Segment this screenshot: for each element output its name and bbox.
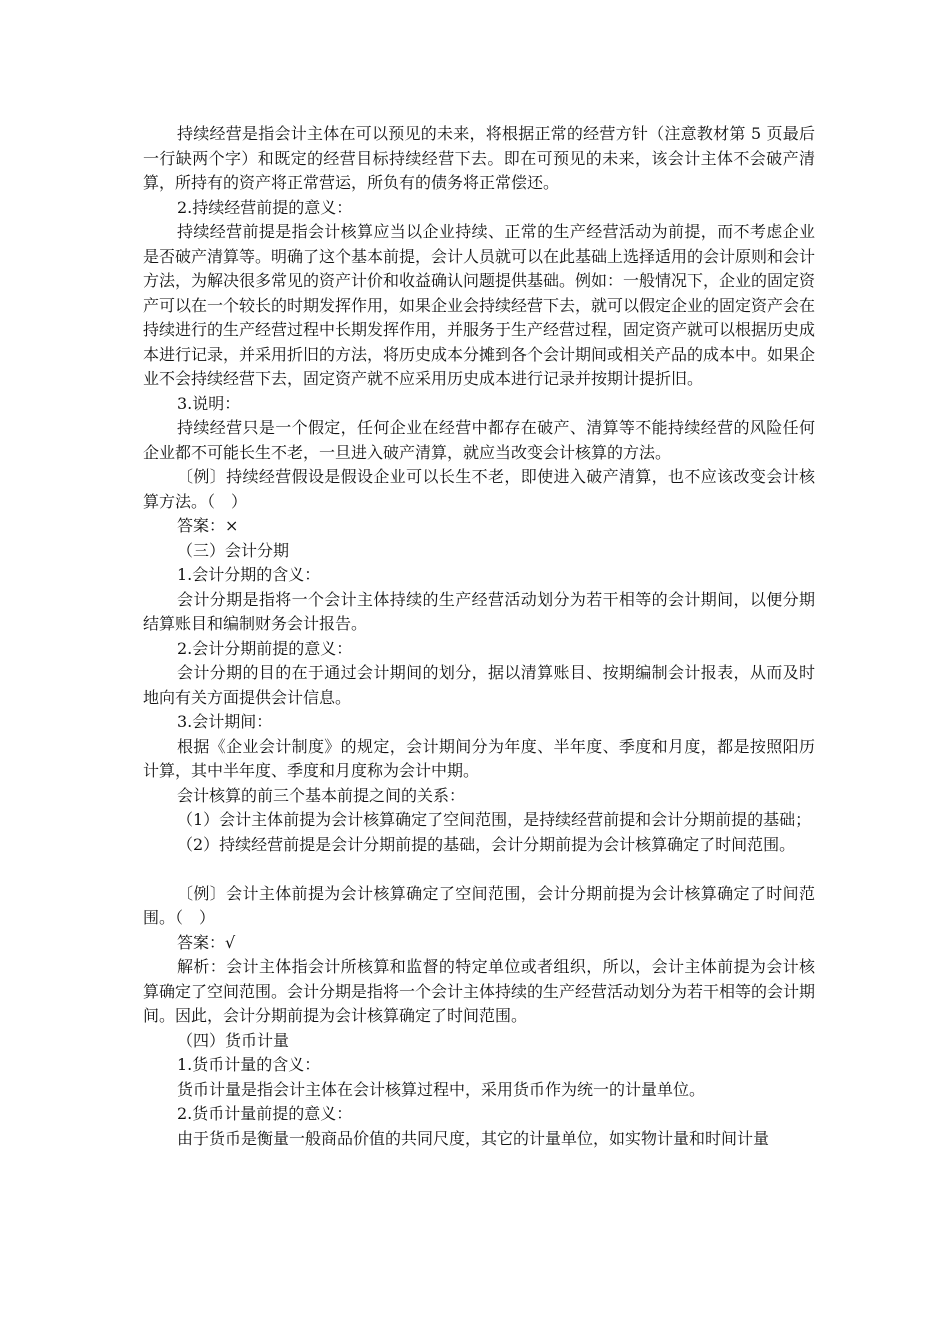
answer: 答案：× xyxy=(177,516,239,535)
example-question: 〔例〕会计主体前提为会计核算确定了空间范围，会计分期前提为会计核算确定了时间范围。（ ） xyxy=(143,883,815,927)
example-question: 〔例〕持续经营假设是假设企业可以长生不老，即使进入破产清算，也不应该改变会计核算方法。（ ） xyxy=(143,467,815,511)
paragraph: 持续经营是指会计主体在可以预见的未来，将根据正常的经营方针（注意教材第 5 页最后一行缺两个字）和既定的经营目标持续经营下去。即在可预见的未来，该会计主体不会破产清算，所持有的资产将正常营运，所负有的债务将正常偿还。 xyxy=(143,124,815,192)
blank-line xyxy=(143,857,815,882)
section-heading: 3.说明： xyxy=(177,393,241,413)
section-heading: 2.持续经营前提的意义： xyxy=(177,197,353,217)
answer: 答案：√ xyxy=(177,932,236,952)
paragraph: 货币计量是指会计主体在会计核算过程中，采用货币作为统一的计量单位。 xyxy=(177,1079,706,1099)
section-heading: 2.货币计量前提的意义： xyxy=(177,1104,353,1123)
paragraph: 根据《企业会计制度》的规定，会计期间分为年度、半年度、季度和月度，都是按照阳历计算，其中半年度、季度和月度称为会计中期。 xyxy=(143,736,815,780)
list-item: （1）会计主体前提为会计核算确定了空间范围，是持续经营前提和会计分期前提的基础； xyxy=(177,810,812,829)
section-heading: 2.会计分期前提的意义： xyxy=(177,638,353,658)
paragraph: 由于货币是衡量一般商品价值的共同尺度，其它的计量单位，如实物计量和时间计量 xyxy=(177,1128,770,1148)
paragraph: 会计核算的前三个基本前提之间的关系： xyxy=(177,785,466,805)
list-item: （2）持续经营前提是会计分期前提的基础，会计分期前提为会计核算确定了时间范围。 xyxy=(177,834,796,854)
section-heading: （四）货币计量 xyxy=(177,1030,290,1050)
section-heading: 1.货币计量的含义： xyxy=(177,1055,321,1074)
paragraph: 持续经营只是一个假定，任何企业在经营中都存在破产、清算等不能持续经营的风险任何企业都不可能长生不老，一旦进入破产清算，就应当改变会计核算的方法。 xyxy=(143,418,815,462)
section-heading: 3.会计期间： xyxy=(177,712,273,731)
explanation: 解析：会计主体指会计所核算和监督的特定单位或者组织，所以，会计主体前提为会计核算确定了空间范围。会计分期是指将一个会计主体持续的生产经营活动划分为若干相等的会计期间。因此，会计分期前提为会计核算确定了时间范围。 xyxy=(143,957,816,1025)
section-heading: （三）会计分期 xyxy=(177,540,290,560)
paragraph: 会计分期的目的在于通过会计期间的划分，据以清算账目、按期编制会计报表，从而及时地向有关方面提供会计信息。 xyxy=(143,663,815,707)
paragraph: 持续经营前提是指会计核算应当以企业持续、正常的生产经营活动为前提，而不考虑企业是否破产清算等。明确了这个基本前提，会计人员就可以在此基础上选择适用的会计原则和会计方法，为解决很多常见的资产计价和收益确认问题提供基础。例如：一般情况下，企业的固定资产可以在一个较长的时期发挥作用，如果企业会持续经营下去，就可以假定企业的固定资产会在持续进行的生产经营过程中长期发挥作用，并服务于生产经营过程，固定资产就可以根据历史成本进行记录，并采用折旧的方法，将历史成本分摊到各个会计期间或相关产品的成本中。如果企业不会持续经营下去，固定资产就不应采用历史成本进行记录并按期计提折旧。 xyxy=(143,222,816,388)
section-heading: 1.会计分期的含义： xyxy=(177,565,321,584)
paragraph: 会计分期是指将一个会计主体持续的生产经营活动划分为若干相等的会计期间，以便分期结算账目和编制财务会计报告。 xyxy=(143,589,815,633)
document-body xyxy=(143,122,815,1151)
